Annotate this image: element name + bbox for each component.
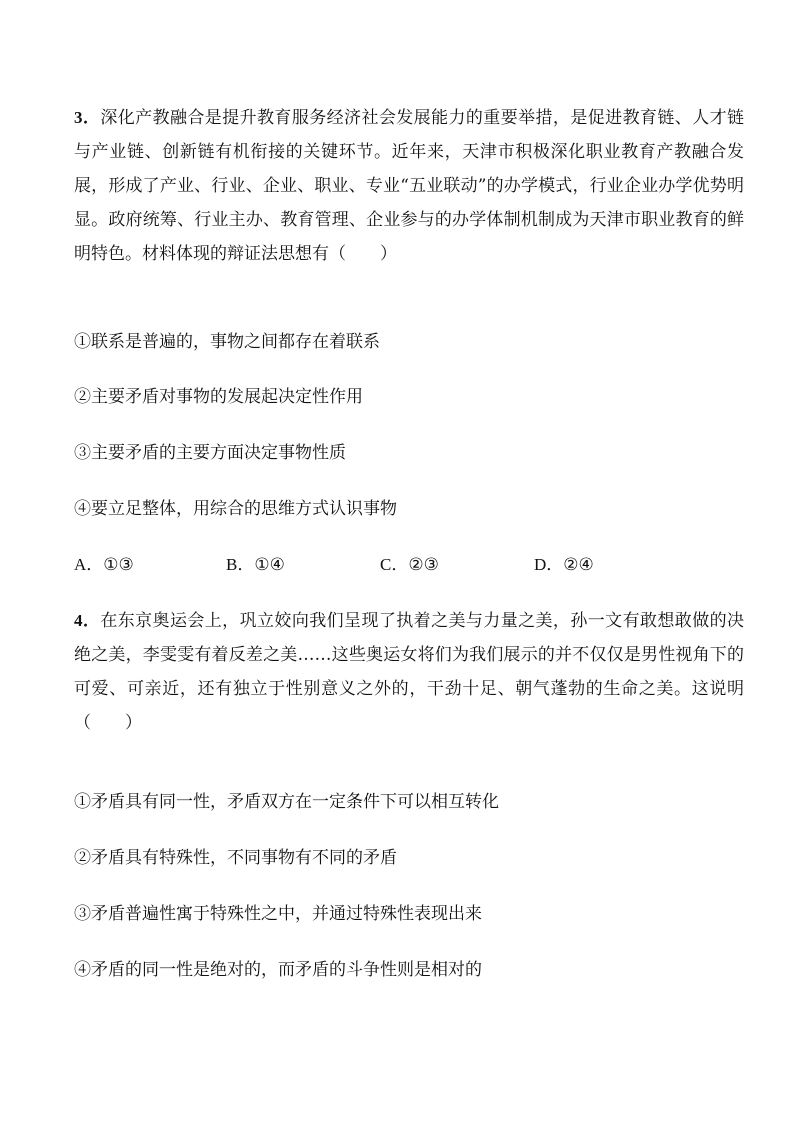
question-3-option-3: ③主要矛盾的主要方面决定事物性质	[74, 443, 346, 463]
question-3-stem	[74, 101, 744, 271]
choice-c-letter: C．	[380, 555, 409, 574]
question-3-option-2: ②主要矛盾对事物的发展起决定性作用	[74, 387, 363, 407]
choice-b-value: ①④	[254, 555, 285, 575]
question-4-option-1: ①矛盾具有同一性，矛盾双方在一定条件下可以相互转化	[74, 792, 499, 812]
question-3-option-4: ④要立足整体，用综合的思维方式认识事物	[74, 499, 397, 519]
choice-d-letter: D．	[534, 555, 564, 574]
question-3-option-1: ①联系是普遍的，事物之间都存在着联系	[74, 332, 380, 352]
question-4-option-3: ③矛盾普遍性寓于特殊性之中，并通过特殊性表现出来	[74, 904, 482, 924]
question-4-number: 4．	[74, 611, 101, 630]
question-4	[74, 604, 744, 740]
choice-b-letter: B．	[226, 555, 255, 574]
question-4-stem	[74, 604, 744, 740]
question-4-option-4: ④矛盾的同一性是绝对的，而矛盾的斗争性则是相对的	[74, 960, 482, 980]
choice-d-value: ②④	[563, 555, 594, 575]
question-4-option-2: ②矛盾具有特殊性，不同事物有不同的矛盾	[74, 848, 397, 868]
choice-d[interactable]	[534, 553, 594, 577]
choice-c-value: ②③	[408, 555, 439, 575]
question-3-text: 深化产教融合是提升教育服务经济社会发展能力的重要举措，是促进教育链、人才链与产业链、创新链有机衔接的关键环节。近年来，天津市积极深化职业教育产教融合发展，形成了产业、行业、企业、职业、专业“五业联动”的办学模式，行业企业办学优势明显。政府统筹、行业主办、教育管理、企业参与的办学体制机制成为天津市职业教育的鲜明特色。材料体现的辩证法思想有（ ）	[74, 108, 745, 264]
choice-c[interactable]	[380, 553, 439, 577]
choice-a-value: ①③	[103, 555, 134, 575]
question-3-number: 3．	[74, 108, 101, 127]
choice-a[interactable]	[74, 553, 134, 577]
question-3-choices	[74, 553, 744, 577]
question-3	[74, 101, 744, 271]
choice-a-letter: A．	[74, 555, 104, 574]
question-4-text: 在东京奥运会上，巩立姣向我们呈现了执着之美与力量之美，孙一文有敢想敢做的决绝之美，李雯雯有着反差之美……这些奥运女将们为我们展示的并不仅仅是男性视角下的可爱、可亲近，还有独立于性别意义之外的，干劲十足、朝气蓬勃的生命之美。这说明（ ）	[74, 611, 745, 733]
choice-b[interactable]	[226, 553, 285, 577]
